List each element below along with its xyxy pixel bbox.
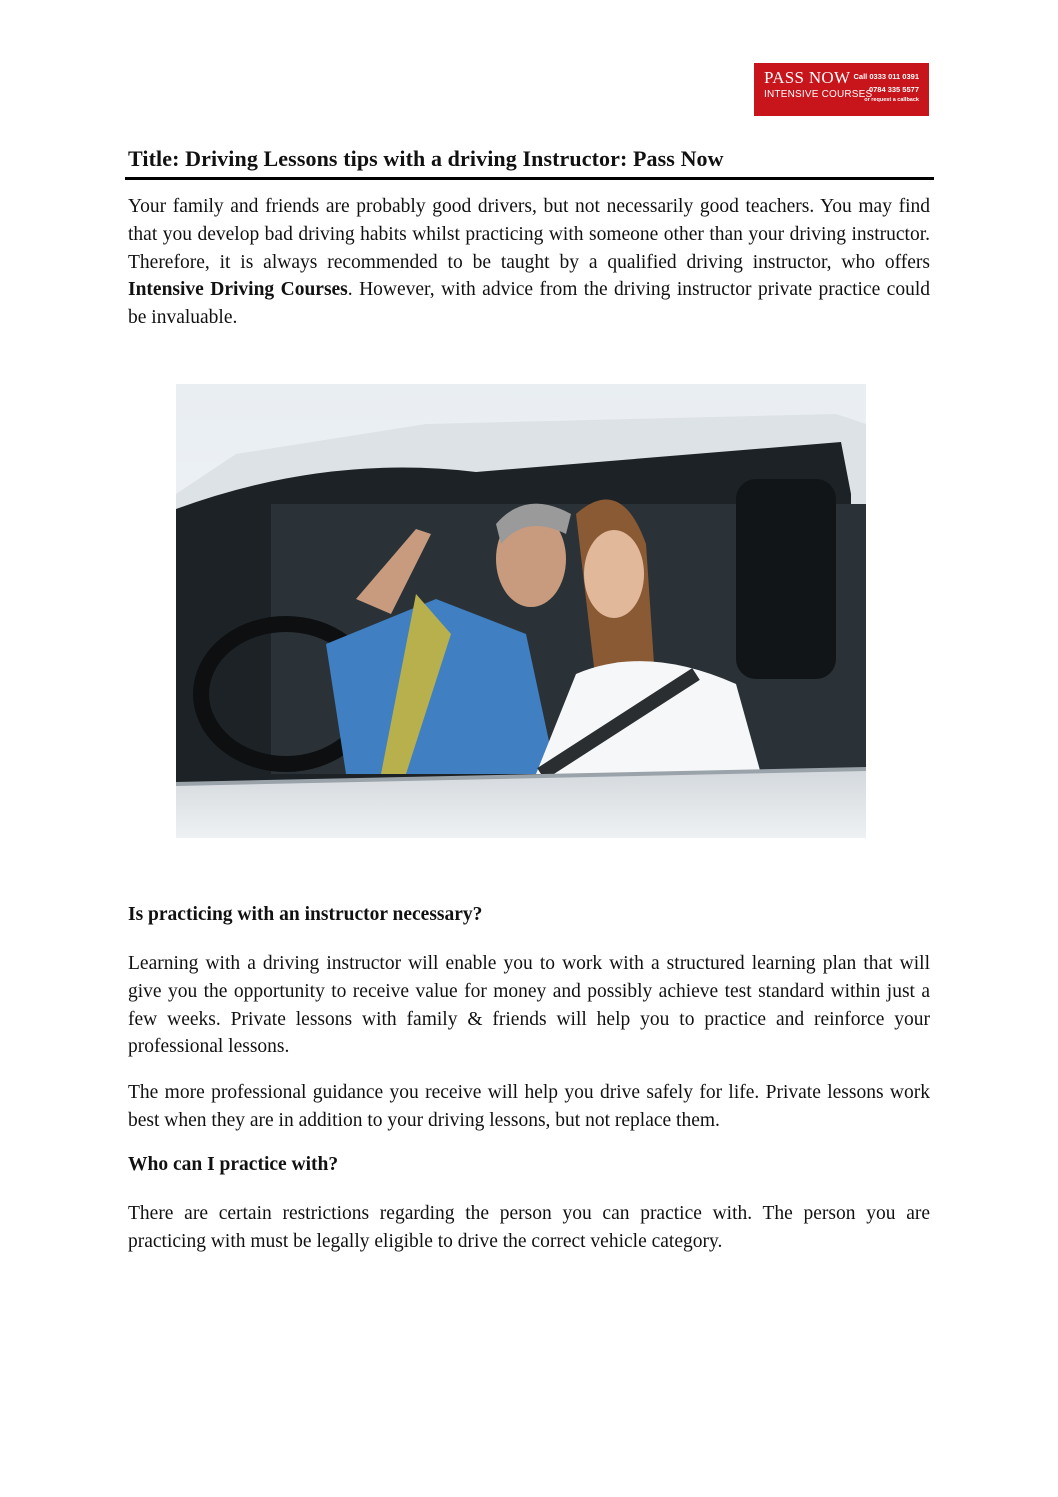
logo-mobile: 0784 335 5577 — [868, 85, 919, 94]
logo-callback: or request a callback — [864, 97, 919, 103]
logo-call-line: Call 0333 011 0391 — [853, 72, 919, 81]
page-title: Title: Driving Lessons tips with a driving Instructor: Pass Now — [128, 146, 724, 171]
section-heading-instructor: Is practicing with an instructor necessary? — [128, 904, 483, 925]
section1-paragraph-2: The more professional guidance you receive will help you drive safely for life. Private lessons work best when they are in addition to your driving lessons, but not replace them. — [128, 1082, 930, 1131]
section1-paragraph-1: Learning with a driving instructor will enable you to work with a structured learning plan that will give you the opportunity to receive value for money and possibly achieve test standard within just a few weeks. Private lessons with family & friends will help you to practice and reinforce your professional lessons. — [128, 953, 930, 1058]
logo-phone-numbers — [854, 70, 919, 96]
intro-paragraph — [128, 193, 930, 332]
logo-subtitle: INTENSIVE COURSES — [764, 89, 873, 100]
intro-text-before: Your family and friends are probably good drivers, but not necessarily good teachers. You may find that you develop bad driving habits whilst practicing with someone other than your driving instructor. Therefore, it is always recommended to be taught by a qualified driving instructor, who offers — [128, 196, 930, 273]
section2-paragraph-1: There are certain restrictions regarding the person you can practice with. The person you are practicing with must be legally eligible to drive the correct vehicle category. — [128, 1203, 930, 1252]
pass-now-logo — [754, 63, 929, 116]
section-heading-practice-with: Who can I practice with? — [128, 1154, 339, 1175]
intensive-courses-bold: Intensive Driving Courses — [128, 279, 348, 301]
title-underline — [125, 177, 934, 180]
intro-text-after: . However, with advice from the driving instructor private practice could be invaluable. — [128, 279, 930, 329]
logo-brand: PASS NOW — [764, 68, 851, 87]
driving-lesson-photo — [176, 384, 866, 838]
